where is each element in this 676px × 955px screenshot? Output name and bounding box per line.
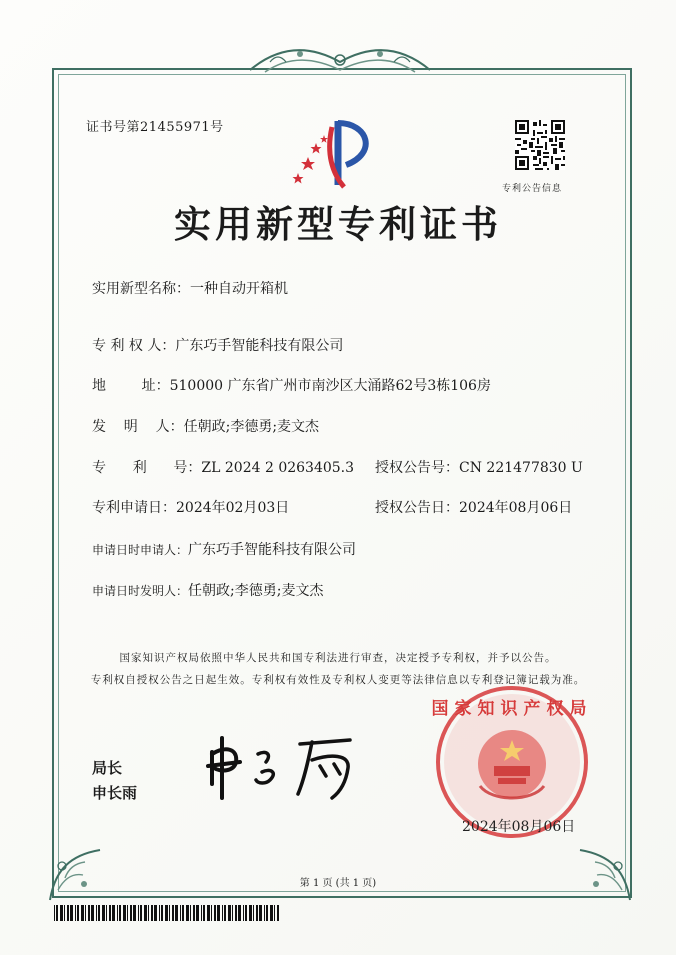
field-applicant-at-filing (92, 539, 356, 559)
field-label: 专 利 权 人： (92, 338, 176, 354)
bottom-left-floral-ornament (40, 830, 120, 910)
cnipa-logo-icon (288, 113, 384, 193)
barcode-bar (169, 905, 170, 921)
barcode-bar (96, 905, 97, 921)
field-inventor (92, 416, 319, 436)
barcode-bar (77, 905, 79, 921)
barcode-bar (256, 905, 258, 921)
grant-statement-line-1: 国家知识产权局依照中华人民共和国专利法进行审查，决定授予专利权，并予以公告。 (119, 652, 557, 664)
barcode-bar (193, 905, 195, 921)
bottom-right-floral-ornament (560, 830, 640, 910)
handwritten-signature (200, 732, 370, 802)
barcode-bar (180, 905, 181, 921)
barcode-bar (207, 905, 210, 921)
field-label: 申请日时发明人： (92, 584, 189, 598)
field-label: 授权公告号： (375, 460, 459, 476)
grant-statement-line-2: 专利权自授权公告之日起生效。专利权有效性及专利权人变更等法律信息以专利登记簿记载为准。 (90, 674, 586, 686)
field-utility-model-name (92, 278, 288, 298)
barcode-bar (253, 905, 254, 921)
field-patent-number (92, 457, 354, 477)
field-value: 任朝政;李德勇;麦文杰 (183, 419, 320, 435)
barcode-bar (214, 905, 216, 921)
field-value: 2024年02月03日 (176, 500, 290, 516)
barcode-bar (159, 905, 160, 921)
barcode-bar (196, 905, 199, 921)
field-value: 510000 广东省广州市南沙区大涌路62号3栋106房 (169, 378, 491, 394)
barcode-bar (119, 905, 121, 921)
field-label: 专 利 号： (92, 460, 202, 476)
barcode-bar (144, 905, 147, 921)
barcode-bar (91, 905, 94, 921)
barcode-bar (235, 905, 237, 921)
barcode-bar (140, 905, 142, 921)
barcode-bar (238, 905, 241, 921)
field-patentee (92, 335, 343, 355)
field-value: 广东巧手智能科技有限公司 (188, 542, 357, 558)
field-label: 发 明 人： (92, 419, 184, 435)
field-value: CN 221477830 U (459, 460, 583, 476)
barcode-bar (130, 905, 132, 921)
barcode-bar (67, 905, 69, 921)
field-value: 一种自动开箱机 (190, 281, 288, 297)
barcode-bar (245, 905, 247, 921)
barcode-bar (109, 905, 111, 921)
barcode-bar (133, 905, 136, 921)
barcode-bar (182, 905, 184, 921)
barcode-bar (211, 905, 212, 921)
barcode-bar (70, 905, 73, 921)
barcode-bar (106, 905, 107, 921)
barcode-bar (102, 905, 105, 921)
signatory-name: 申长雨 (92, 784, 138, 802)
barcode-bar (172, 905, 174, 921)
barcode-bar (201, 905, 202, 921)
field-label: 授权公告日： (375, 500, 459, 516)
barcode-bar (186, 905, 189, 921)
barcode-bar (232, 905, 233, 921)
qr-code-label: 专利公告信息 (502, 184, 563, 194)
field-label: 实用新型名称： (92, 281, 190, 297)
field-grant-publication-date (375, 497, 572, 517)
barcode-bar (266, 905, 268, 921)
barcode-bar (56, 905, 58, 921)
barcode-bar (88, 905, 90, 921)
barcode-bar (190, 905, 191, 921)
field-inventor-at-filing (92, 580, 323, 600)
field-value: 2024年08月06日 (459, 500, 573, 516)
barcode-bar (228, 905, 231, 921)
barcode-bar (64, 905, 65, 921)
barcode-bar (127, 905, 128, 921)
field-value: ZL 2024 2 0263405.3 (201, 460, 355, 476)
barcode-bar (117, 905, 118, 921)
barcode-bar (98, 905, 100, 921)
seal-date: 2024年08月06日 (462, 819, 576, 835)
barcode-bar (54, 905, 55, 921)
barcode-bar (112, 905, 115, 921)
barcode-bar (154, 905, 157, 921)
certificate-title: 实用新型专利证书 (174, 202, 502, 246)
barcode-bar (138, 905, 139, 921)
page-number: 第 1 页 (共 1 页) (299, 878, 377, 889)
barcode-bar (274, 905, 275, 921)
seal-text: 国家知识产权局 (432, 699, 592, 718)
field-value: 任朝政;李德勇;麦文杰 (188, 583, 324, 599)
barcode-bar (85, 905, 86, 921)
barcode-bar (264, 905, 265, 921)
certificate-number: 证书号第21455971号 (86, 120, 224, 135)
barcode-bar (81, 905, 84, 921)
field-address (92, 375, 491, 395)
barcode-bar (243, 905, 244, 921)
barcode-bar (151, 905, 153, 921)
barcode-bar (148, 905, 149, 921)
barcode-bar (175, 905, 178, 921)
barcode-bar (123, 905, 126, 921)
field-value: 广东巧手智能科技有限公司 (175, 338, 344, 354)
field-filing-date (92, 497, 289, 517)
barcode-bar (165, 905, 168, 921)
barcode-bar (224, 905, 226, 921)
barcode-bar (161, 905, 163, 921)
field-label: 地 址： (92, 378, 170, 394)
top-floral-ornament (240, 40, 440, 82)
barcode-bar (270, 905, 273, 921)
barcode-bar (222, 905, 223, 921)
signatory-title: 局长 (92, 759, 123, 777)
barcode-bar (277, 905, 279, 921)
barcode-bar (60, 905, 63, 921)
field-label: 申请日时申请人： (92, 543, 189, 557)
qr-code[interactable] (515, 120, 565, 170)
barcode-bar (259, 905, 262, 921)
field-grant-publication-number (375, 457, 583, 477)
barcode (54, 905, 280, 921)
barcode-bar (217, 905, 220, 921)
field-label: 专利申请日： (92, 500, 176, 516)
barcode-bar (249, 905, 252, 921)
barcode-bar (203, 905, 205, 921)
barcode-bar (75, 905, 76, 921)
